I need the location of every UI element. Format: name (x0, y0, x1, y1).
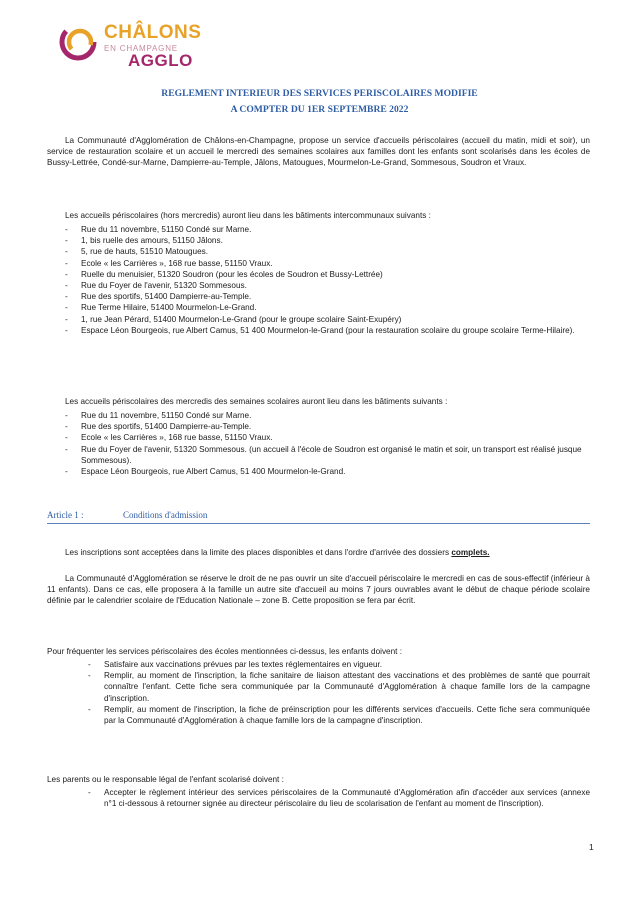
logo-line-2: EN CHAMPAGNE (104, 44, 178, 53)
section1-heading: Les accueils périscolaires (hors mercredis) auront lieu dans les bâtiments intercommunaux suivants : (65, 211, 431, 220)
intro-paragraph: La Communauté d'Agglomération de Châlons-en-Champagne, propose un service d'accueils périscolaires (accueil du matin, midi et soir), un service de restauration scolaire et un accueil le mercredi des semaines scolaires aux familles dont les enfants sont scolarisés dans les écoles de Bussy-Lettrée, Condé-sur-Marne, Dampierre-au-Temple, Jâlons, Matougues, Mourmelon-Le-Grand, Sommesous, Soudron et Vraux. (47, 136, 590, 168)
list-item: - Espace Léon Bourgeois, rue Albert Camus, 51 400 Mourmelon-le-Grand. (65, 466, 590, 477)
list-item: - Ecole « les Carrières », 168 rue basse, 51150 Vraux. (65, 432, 590, 443)
logo-rings-icon (58, 20, 102, 64)
list-item: - Remplir, au moment de l'inscription, la fiche sanitaire de liaison attestant des vaccinations et des problèmes de santé que pourrait connaître l'enfant. Cette fiche sera communiquée par la Communauté d'Agglomération à chaque famille lors de la campagne d'inscription. (88, 670, 590, 704)
parents-list (88, 787, 590, 809)
list-item: - Espace Léon Bourgeois, rue Albert Camus, 51 400 Mourmelon-le-Grand (pour la restauration scolaire du groupe scolaire Terme-Hilaire). (65, 325, 590, 336)
list-item: - Rue des sportifs, 51400 Dampierre-au-Temple. (65, 291, 590, 302)
requirements-list (88, 659, 590, 726)
list-item: - Ecole « les Carrières », 168 rue basse, 51150 Vraux. (65, 258, 590, 269)
admission-text: Les inscriptions sont acceptées dans la limite des places disponibles et dans l'ordre d'arrivée des dossiers (65, 548, 450, 557)
admission-paragraph-1 (47, 547, 590, 558)
article-1-heading (47, 510, 590, 524)
document-title-line-2: A COMPTER DU 1ER SEPTEMBRE 2022 (230, 104, 409, 115)
list-item: - Rue Terme Hilaire, 51400 Mourmelon-Le-Grand. (65, 302, 590, 313)
page-number: 1 (589, 842, 594, 852)
list-item: - Rue des sportifs, 51400 Dampierre-au-Temple. (65, 421, 590, 432)
article-title: Conditions d'admission (123, 510, 208, 520)
list-item: - Accepter le règlement intérieur des services périscolaires de la Communauté d'Agglomération afin d'accéder aux services (annexe n°1 ci-dessous à retourner signée au directeur périscolaire du lieu de scolarisation de l'enfant au moment de l'inscription). (88, 787, 590, 809)
logo-line-3: AGGLO (128, 51, 193, 70)
section2-heading: Les accueils périscolaires des mercredis des semaines scolaires auront lieu dans les bâtiments suivants : (65, 397, 448, 406)
document-title-line-1: REGLEMENT INTERIEUR DES SERVICES PERISCOLAIRES MODIFIE (161, 88, 478, 99)
section2-list (65, 410, 590, 477)
list-item: - Remplir, au moment de l'inscription, la fiche de préinscription pour les différents services d'accueils. Cette fiche sera communiquée par la Communauté d'Agglomération à chaque famille lors de la campagne d'inscription. (88, 704, 590, 726)
list-item: - 5, rue de hauts, 51510 Matougues. (65, 246, 590, 257)
requirements-heading: Pour fréquenter les services périscolaires des écoles mentionnées ci-dessus, les enfants doivent : (47, 647, 402, 656)
section1-list (65, 224, 590, 336)
list-item: - Rue du Foyer de l'avenir, 51320 Sommesous. (65, 280, 590, 291)
list-item: - 1, bis ruelle des amours, 51150 Jâlons. (65, 235, 590, 246)
list-item: - Ruelle du menuisier, 51320 Soudron (pour les écoles de Soudron et Bussy-Lettrée) (65, 269, 590, 280)
logo-line-1: CHÂLONS (104, 22, 202, 43)
list-item: - Rue du 11 novembre, 51150 Condé sur Marne. (65, 224, 590, 235)
agglo-logo (58, 20, 218, 72)
list-item: - Rue du Foyer de l'avenir, 51320 Sommesous. (un accueil à l'école de Soudron est organisé le matin et soir, un transport est réalisé jusque Sommesous). (65, 444, 590, 466)
list-item: - 1, rue Jean Pérard, 51400 Mourmelon-Le-Grand (pour le groupe scolaire Saint-Exupéry) (65, 314, 590, 325)
list-item: - Satisfaire aux vaccinations prévues par les textes réglementaires en vigueur. (88, 659, 590, 670)
list-item: - Rue du 11 novembre, 51150 Condé sur Marne. (65, 410, 590, 421)
admission-paragraph-2: La Communauté d'Agglomération se réserve le droit de ne pas ouvrir un site d'accueil périscolaire le mercredi en cas de sous-effectif (inférieur à 11 enfants). Dans ce cas, elle proposera à la famille un autre site d'accueil au moins 7 jours ouvrables avant le début de chaque période scolaire définie par le calendrier scolaire de l'Education Nationale – zone B. Cette proposition se fera par écrit. (47, 574, 590, 606)
parents-heading: Les parents ou le responsable légal de l'enfant scolarisé doivent : (47, 775, 284, 784)
admission-emphasis: complets. (451, 548, 490, 557)
article-number: Article 1 : (47, 510, 84, 520)
